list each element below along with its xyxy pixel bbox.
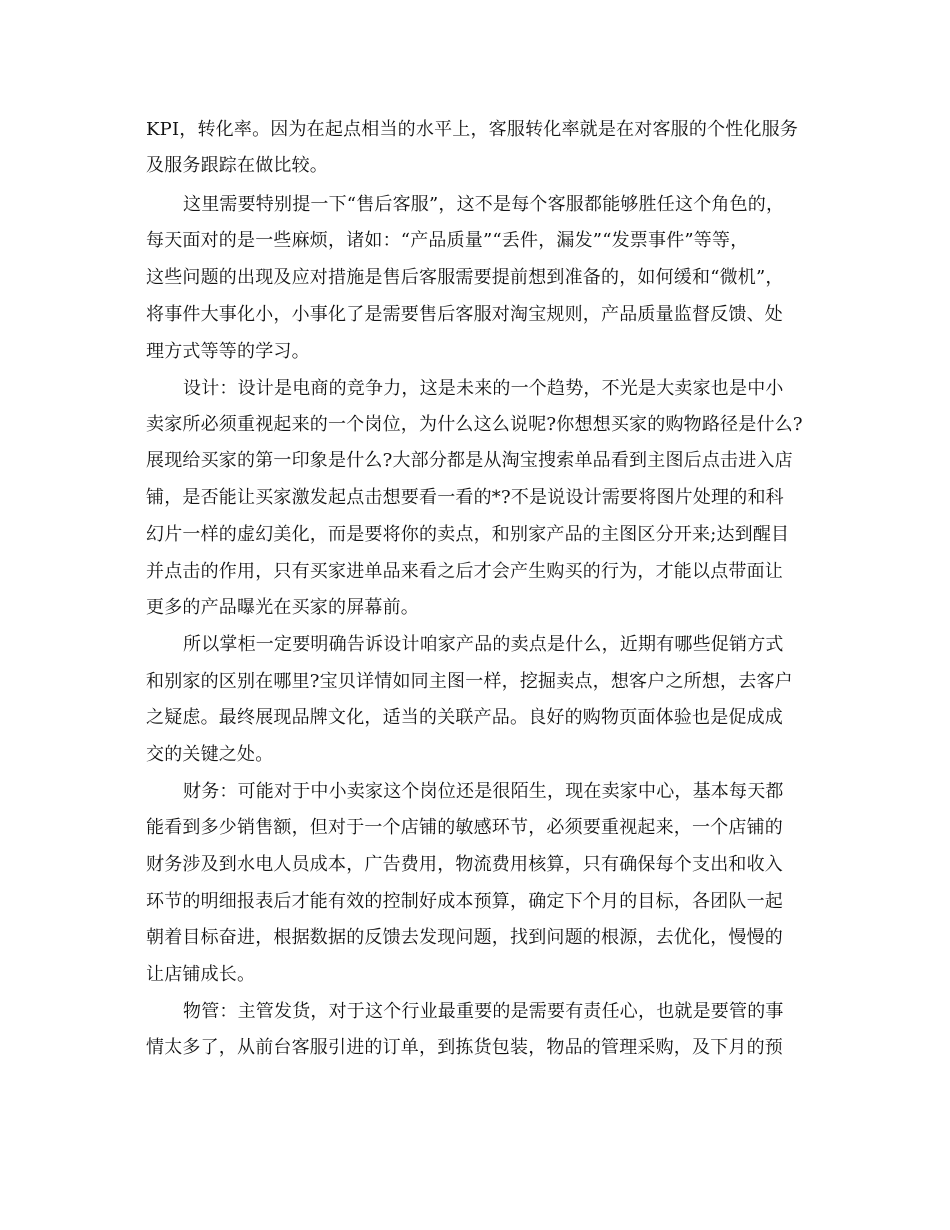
- paragraph-first-line: 财务：可能对于中小卖家这个岗位还是很陌生，现在卖家中心，基本每天都: [183, 781, 784, 802]
- text-line: 能看到多少销售额，但对于一个店铺的敏感环节，必须要重视起来，一个店铺的: [146, 817, 783, 838]
- text-line: 及服务跟踪在做比较。: [146, 155, 328, 176]
- text-line: 更多的产品曝光在买家的屏幕前。: [146, 597, 419, 618]
- text-line: 铺，是否能让买家激发起点击想要看一看的*?不是说设计需要将图片处理的和科: [146, 487, 784, 508]
- text-line: 这些问题的出现及应对措施是售后客服需要提前想到准备的，如何缓和“微机”，: [146, 267, 784, 288]
- text-line: 理方式等等的学习。: [146, 341, 310, 362]
- text-line: 交的关键之处。: [146, 744, 274, 765]
- text-line: KPI，转化率。因为在起点相当的水平上，客服转化率就是在对客服的个性化服务: [146, 119, 799, 140]
- text-line: 每天面对的是一些麻烦，诸如：“产品质量”“丢件，漏发”“发票事件”等等，: [146, 230, 749, 251]
- text-line: 和别家的区别在哪里?宝贝详情如同主图一样，挖掘卖点，想客户之所想，去客户: [146, 671, 793, 692]
- text-line: 财务涉及到水电人员成本，广告费用，物流费用核算，只有确保每个支出和收入: [146, 854, 783, 875]
- paragraph-first-line: 所以掌柜一定要明确告诉设计咱家产品的卖点是什么，近期有哪些促销方式: [183, 634, 784, 655]
- text-line: 幻片一样的虚幻美化，而是要将你的卖点，和别家产品的主图区分开来;达到醒目: [146, 524, 790, 545]
- text-line: 让店铺成长。: [146, 964, 256, 985]
- text-line: 卖家所必须重视起来的一个岗位，为什么这么说呢?你想想买家的购物路径是什么?: [146, 414, 803, 435]
- text-line: 并点击的作用，只有买家进单品来看之后才会产生购买的行为，才能以点带面让: [146, 561, 783, 582]
- text-line: 环节的明细报表后才能有效的控制好成本预算，确定下个月的目标，各团队一起: [146, 891, 783, 912]
- paragraph-first-line: 设计：设计是电商的竞争力，这是未来的一个趋势，不光是大卖家也是中小: [183, 378, 784, 399]
- paragraph-first-line: 物管：主管发货，对于这个行业最重要的是需要有责任心，也就是要管的事: [183, 1001, 784, 1022]
- text-line: 之疑虑。最终展现品牌文化，适当的关联产品。良好的购物页面体验也是促成成: [146, 707, 783, 728]
- text-line: 将事件大事化小，小事化了是需要售后客服对淘宝规则，产品质量监督反馈、处: [146, 304, 783, 325]
- text-line: 情太多了，从前台客服引进的订单，到拣货包装，物品的管理采购，及下月的预: [146, 1037, 783, 1058]
- paragraph-first-line: 这里需要特别提一下“售后客服”，这不是每个客服都能够胜任这个角色的，: [183, 194, 785, 215]
- text-line: 朝着目标奋进，根据数据的反馈去发现问题，找到问题的根源，去优化，慢慢的: [146, 927, 783, 948]
- text-line: 展现给买家的第一印象是什么?大部分都是从淘宝搜索单品看到主图后点击进入店: [146, 450, 793, 471]
